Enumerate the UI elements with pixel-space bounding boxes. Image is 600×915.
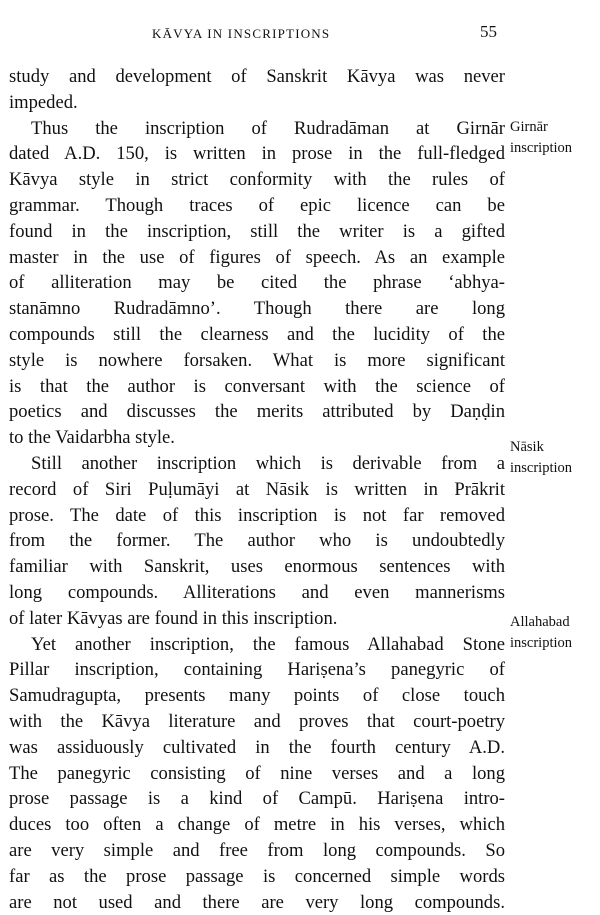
page-number: 55 — [480, 22, 497, 42]
text-line: record of Siri Puḷumāyi at Nāsik is written in Prākrit — [9, 477, 505, 503]
text-line: of later Kāvyas are found in this inscription. — [9, 606, 505, 632]
text-line: impeded. — [9, 90, 505, 116]
text-line: poetics and discusses the merits attributed by Daṇḍin — [9, 399, 505, 425]
text-line: Kāvya style in strict conformity with the rules of — [9, 167, 505, 193]
text-line: compounds still the clearness and the lucidity of the — [9, 322, 505, 348]
margin-note-girnar — [510, 117, 600, 159]
margin-note-subtitle: inscription — [510, 138, 600, 159]
page-header — [0, 22, 600, 46]
text-line: prose. The date of this inscription is not far removed — [9, 503, 505, 529]
text-line: style is nowhere forsaken. What is more significant — [9, 348, 505, 374]
margin-note-allahabad — [510, 612, 600, 654]
text-line: long compounds. Alliterations and even mannerisms — [9, 580, 505, 606]
text-line: master in the use of figures of speech. As an example — [9, 245, 505, 271]
margin-note-title: Nāsik — [510, 437, 600, 458]
text-line: are not used and there are very long compounds. — [9, 890, 505, 915]
text-line: is that the author is conversant with the science of — [9, 374, 505, 400]
text-line: was assiduously cultivated in the fourth century A.D. — [9, 735, 505, 761]
text-line: study and development of Sanskrit Kāvya was never — [9, 64, 505, 90]
text-line: prose passage is a kind of Campū. Hariṣena intro- — [9, 786, 505, 812]
text-line: far as the prose passage is concerned simple words — [9, 864, 505, 890]
text-line: Yet another inscription, the famous Allahabad Stone — [9, 632, 505, 658]
text-line: dated A.D. 150, is written in prose in the full-fledged — [9, 141, 505, 167]
text-line: stanāmno Rudradāmno’. Though there are long — [9, 296, 505, 322]
text-line: familiar with Sanskrit, uses enormous sentences with — [9, 554, 505, 580]
text-line: Still another inscription which is derivable from a — [9, 451, 505, 477]
margin-note-title: Girnār — [510, 117, 600, 138]
text-line: are very simple and free from long compounds. So — [9, 838, 505, 864]
text-line: found in the inscription, still the writer is a gifted — [9, 219, 505, 245]
text-line: to the Vaidarbha style. — [9, 425, 505, 451]
text-line: Thus the inscription of Rudradāman at Girnār — [9, 116, 505, 142]
text-line: grammar. Though traces of epic licence can be — [9, 193, 505, 219]
text-line: duces too often a change of metre in his verses, which — [9, 812, 505, 838]
margin-note-subtitle: inscription — [510, 458, 600, 479]
text-line: Samudragupta, presents many points of close touch — [9, 683, 505, 709]
text-line: Pillar inscription, containing Hariṣena’s panegyric of — [9, 657, 505, 683]
text-line: of alliteration may be cited the phrase ‘abhya- — [9, 270, 505, 296]
text-line: from the former. The author who is undoubtedly — [9, 528, 505, 554]
margin-note-subtitle: inscription — [510, 633, 600, 654]
body-text — [9, 64, 505, 915]
margin-note-title: Allahabad — [510, 612, 600, 633]
text-line: with the Kāvya literature and proves that court-poetry — [9, 709, 505, 735]
text-line: The panegyric consisting of nine verses and a long — [9, 761, 505, 787]
margin-note-nasik — [510, 437, 600, 479]
running-title: KĀVYA IN INSCRIPTIONS — [152, 26, 330, 42]
